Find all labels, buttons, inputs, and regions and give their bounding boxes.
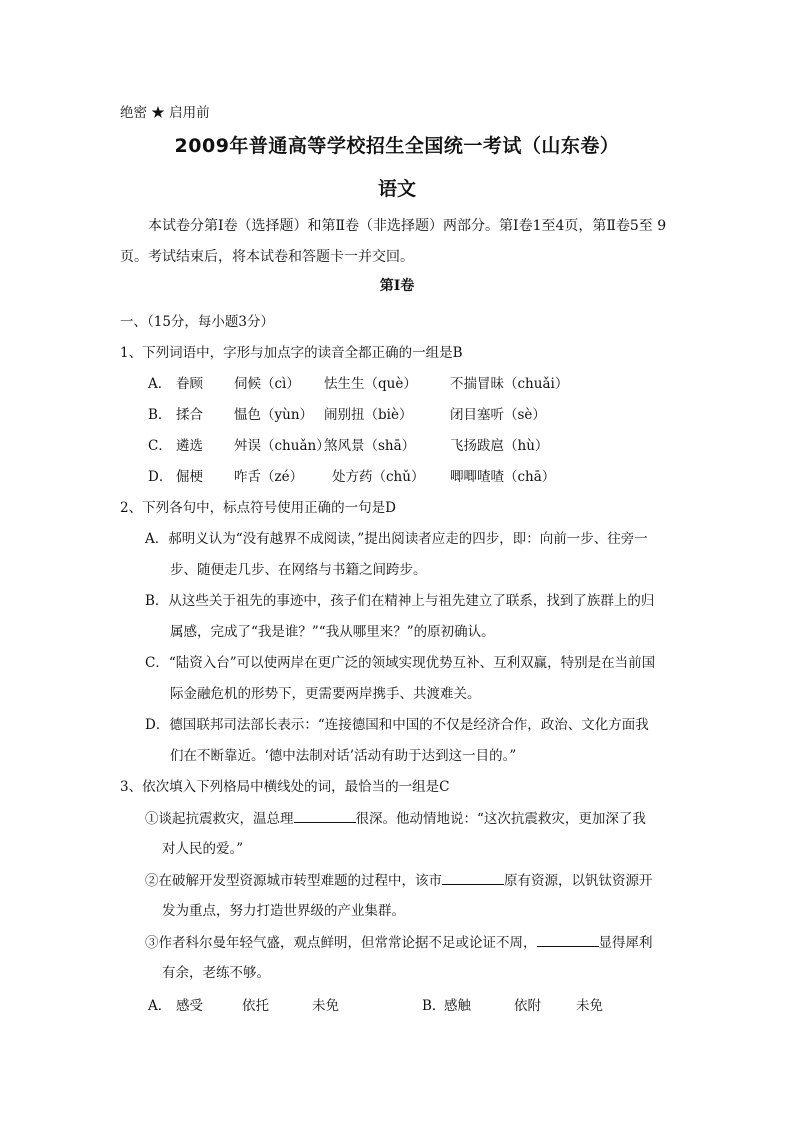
option-word-1: 遴选 [176,438,203,454]
option-word-3: 闹别扭（biè） [324,407,413,423]
question-2-option-b-line-1: B．从这些关于祖先的事迹中，孩子们在精神上与祖先建立了联系，找到了族群上的归 [145,593,655,609]
item-text-before-blank: ②在破解开发型资源城市转型难题的过程中，该市 [145,873,442,889]
option-word-2: 舛误（chuǎn） [234,438,330,454]
option-letter: B． [148,407,172,423]
option-word-3: 怯生生（què） [324,376,417,392]
question-2-option-d-line-2: 们在不断靠近。‘德中法制对话’活动有助于达到这一目的。” [170,748,517,764]
option-letter: C． [148,438,172,454]
question-1-option-c [148,436,548,456]
option-word-2: 咋舌（zé） [234,469,304,485]
question-3-answer-b [422,996,603,1016]
option-word-4: 飞扬跋扈（hù） [450,438,549,454]
exam-title: 2009年普通高等学校招生全国统一考试（山东卷） [174,135,620,157]
option-word-3: 未免 [576,998,603,1014]
question-2-option-c-line-1: C．“陆资入台”可以使两岸在更广泛的领域实现优势互补、互利双赢，特别是在当前国 [145,655,656,671]
question-3-item-1-line-2: 对人民的爱。” [162,841,244,857]
option-letter: A． [148,376,172,392]
question-3-stem: 3、依次填入下列格局中横线处的词，最恰当的一组是C [120,779,450,795]
subject-title: 语文 [377,178,416,200]
option-word-4: 不揣冒昧（chuǎi） [450,376,569,392]
question-2-option-b-line-2: 属感，完成了“我是谁？”“我从哪里来？”的原初确认。 [170,624,495,640]
item-text-after-blank: 很深。他动情地说：“这次抗震救灾，更加深了我 [355,811,646,827]
part-title: 第Ⅰ卷 [379,278,415,294]
intro-paragraph: 本试卷分第Ⅰ卷（选择题）和第Ⅱ卷（非选择题）两部分。第Ⅰ卷1至4页，第Ⅱ卷5至 9页。考试结束后，将本试卷和答题卡一并交回。 [120,218,667,265]
question-3-item-3-line-1 [145,932,653,953]
question-3-item-3-line-2: 有余，老练不够。 [162,965,270,981]
section-heading: 一、（15分，每小题3分） [120,314,275,330]
question-2-option-d-line-1: D．德国联邦司法部长表示：“连接德国和中国的不仅是经济合作，政治、文化方面我 [145,717,649,733]
option-word-4: 闭目塞听（sè） [450,407,546,423]
confidential-label: 绝密 ★ 启用前 [120,105,210,121]
question-1-option-a [148,374,568,394]
option-word-1: 倔梗 [176,469,203,485]
item-text-after-blank: 原有资源，以钒钛资源开 [504,873,653,889]
question-2-option-a-line-2: 步、随便走几步、在网络与书籍之间跨步。 [170,562,427,578]
question-3-item-2-line-1 [145,870,653,891]
option-word-2: 依附 [514,998,541,1014]
item-text-after-blank: 显得犀利 [598,935,653,951]
option-letter: A． [148,998,172,1014]
item-text-before-blank: ③作者科尔曼年轻气盛，观点鲜明，但常常论据不足或论证不周， [145,935,537,951]
option-word-1: 感受 [176,998,203,1014]
question-1-stem: 1、下列词语中，字形与加点字的读音全都正确的一组是B [120,345,463,361]
item-text-before-blank: ①谈起抗震救灾，温总理 [145,811,294,827]
answer-blank [442,870,504,885]
option-word-3: 处方药（chǔ） [332,469,425,485]
option-word-4: 唧唧喳喳（chā） [450,469,556,485]
option-word-2: 依托 [242,998,269,1014]
question-3-item-1-line-1 [145,808,646,829]
answer-blank [294,808,356,823]
option-letter: D． [148,469,173,485]
option-letter: B． [422,998,446,1014]
question-2-stem: 2、下列各句中，标点符号使用正确的一句是D [120,500,396,516]
option-word-2: 伺候（cì） [234,376,300,392]
question-3-item-2-line-2: 发为重点，努力打造世界级的产业集群。 [162,903,405,919]
option-word-3: 煞风景（shā） [324,438,416,454]
option-word-2: 愠色（yùn） [234,407,314,423]
question-1-option-b [148,405,546,425]
question-2-option-a-line-1: A．郝明义认为“没有越界不成阅读，”提出阅读者应走的四步，即：向前一步、往旁一 [145,531,648,547]
answer-blank [537,932,599,947]
option-word-3: 未免 [312,998,339,1014]
option-word-1: 感触 [444,998,471,1014]
question-2-option-c-line-2: 际金融危机的形势下，更需要两岸携手、共渡难关。 [170,686,481,702]
option-word-1: 眷顾 [176,376,203,392]
question-3-answer-a [148,996,422,1016]
question-1-option-d [148,467,555,487]
option-word-1: 揉合 [176,407,203,423]
